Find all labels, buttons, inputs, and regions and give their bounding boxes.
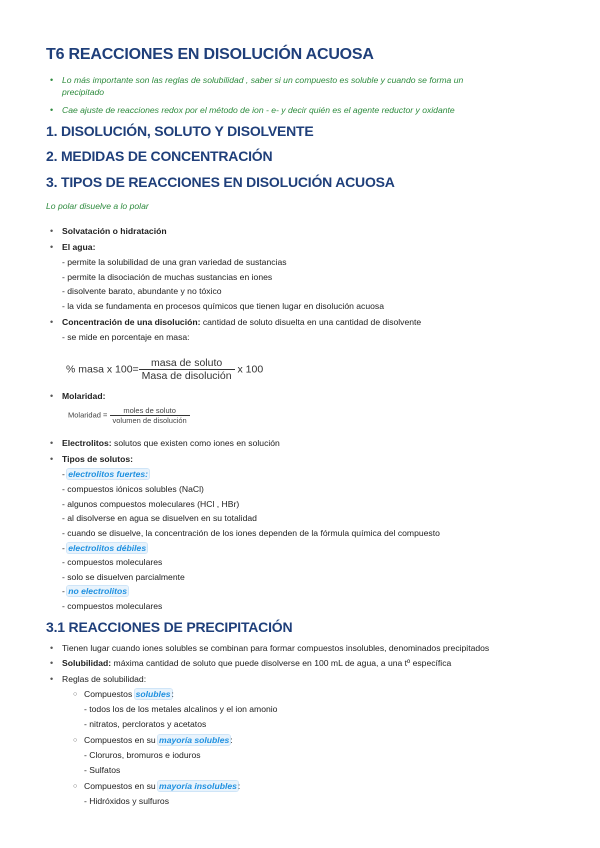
fuertes-dash: -	[62, 469, 68, 479]
debiles-line-1: - compuestos moleculares	[62, 557, 163, 567]
compuestos-mayoria-solubles	[84, 735, 233, 746]
no-electrolitos-line-1: - compuestos moleculares	[62, 601, 163, 611]
mayoria-insolubles-post: :	[237, 781, 241, 791]
agua-line-4: - la vida se fundamenta en procesos químicos que tienen lugar en disolución acuosa	[62, 301, 384, 311]
tipos-item	[62, 454, 133, 465]
mayoria-solubles-line-1: - Cloruros, bromuros e ioduros	[84, 750, 201, 760]
agua-item	[62, 242, 95, 253]
no-electrolitos-line	[62, 586, 128, 597]
fuertes-line-1: - compuestos iónicos solubles (NaCl)	[62, 484, 204, 494]
fuertes-line	[62, 469, 149, 480]
solubilidad-item	[62, 658, 451, 669]
formula-molaridad-fraction	[110, 406, 190, 425]
agua-line-2: - permite la disociación de muchas sustancias en iones	[62, 272, 273, 282]
no-electrolitos-dash: -	[62, 586, 68, 596]
formula-masa-left: % masa x 100=	[66, 363, 139, 376]
formula-masa-num: masa de soluto	[139, 357, 235, 370]
formula-masa	[66, 357, 263, 382]
section-1-heading: 1. DISOLUCIÓN, SOLUTO Y DISOLVENTE	[46, 123, 314, 139]
molaridad-label: Molaridad:	[62, 391, 106, 401]
note-1-cont: precipitado	[62, 87, 105, 97]
solubilidad-label: Solubilidad:	[62, 658, 112, 668]
solubles-line-2: - nitratos, percloratos y acetatos	[84, 719, 207, 729]
mayoria-insolubles-highlight: mayoría insolubles	[159, 781, 237, 791]
mayoria-solubles-highlight: mayoría solubles	[159, 735, 230, 745]
solvatacion-item	[62, 226, 167, 237]
compuestos-mayoria-insolubles	[84, 781, 240, 792]
compuestos-solubles-highlight: solubles	[135, 689, 171, 699]
concentracion-item	[62, 317, 421, 328]
fuertes-line-3: - al disolverse en agua se disuelven en su totalidad	[62, 513, 257, 523]
debiles-line-2: - solo se disuelven parcialmente	[62, 572, 185, 582]
formula-molaridad	[68, 406, 190, 425]
compuestos-solubles-post: :	[171, 689, 174, 699]
mayoria-insolubles-pre: Compuestos en su	[84, 781, 159, 791]
section-3-1-heading: 3.1 REACCIONES DE PRECIPITACIÓN	[46, 619, 293, 635]
solubles-line-1: - todos los de los metales alcalinos y el ion amonio	[84, 704, 278, 714]
electrolitos-text: solutos que existen como iones en solución	[111, 438, 280, 448]
precip-line-1: • Tienen lugar cuando iones solubles se combinan para formar compuestos insolubles, denominados precipitados	[62, 643, 489, 654]
debiles-line	[62, 543, 147, 554]
solubilidad-text: máxima cantidad de soluto que puede disolverse en 100 mL de agua, a una tº específica	[111, 658, 452, 668]
note-1: • Lo más importante son las reglas de solubilidad , saber si un compuesto es soluble y cuando se forma un	[62, 75, 463, 86]
document-title: T6 REACCIONES EN DISOLUCIÓN ACUOSA	[46, 46, 374, 63]
solvatacion-label: Solvatación o hidratación	[62, 226, 167, 236]
formula-molaridad-den: volumen de disolución	[112, 416, 187, 425]
fuertes-highlight: electrolitos fuertes:	[68, 469, 149, 479]
formula-molaridad-num: moles de soluto	[110, 406, 190, 416]
fuertes-line-2: - algunos compuestos moleculares (HCl , HBr)	[62, 499, 240, 509]
note-2: • Cae ajuste de reacciones redox por el método de ion - e- y decir quién es el agente reductor y oxidante	[62, 105, 455, 116]
section-2-heading: 2. MEDIDAS DE CONCENTRACIÓN	[46, 148, 273, 164]
formula-masa-fraction	[139, 357, 235, 382]
mayoria-solubles-post: :	[230, 735, 233, 745]
mayoria-solubles-pre: Compuestos en su	[84, 735, 159, 745]
agua-label: El agua:	[62, 242, 96, 252]
polar-note: Lo polar disuelve a lo polar	[46, 201, 149, 211]
electrolitos-item	[62, 438, 280, 449]
no-electrolitos-highlight: no electrolitos	[68, 586, 127, 596]
reglas-item: • Reglas de solubilidad:	[62, 674, 146, 685]
agua-line-3: - disolvente barato, abundante y no tóxico	[62, 286, 222, 296]
formula-masa-den: Masa de disolución	[141, 370, 232, 382]
electrolitos-label: Electrolitos:	[62, 438, 112, 448]
formula-masa-right: x 100	[234, 363, 264, 376]
concentracion-text: cantidad de soluto disuelta en una cantidad de disolvente	[200, 317, 422, 327]
mayoria-solubles-line-2: - Sulfatos	[84, 765, 121, 775]
molaridad-item	[62, 391, 105, 402]
agua-line-1: - permite la solubilidad de una gran variedad de sustancias	[62, 257, 287, 267]
formula-molaridad-left: Molaridad =	[68, 410, 108, 420]
debiles-dash: -	[62, 543, 68, 553]
concentracion-label: Concentración de una disolución:	[62, 317, 201, 327]
concentracion-sub: - se mide en porcentaje en masa:	[62, 332, 190, 342]
tipos-label: Tipos de solutos:	[62, 454, 133, 464]
compuestos-solubles-pre: Compuestos	[84, 689, 135, 699]
debiles-highlight: electrolitos débiles	[68, 543, 147, 553]
section-3-heading: 3. TIPOS DE REACCIONES EN DISOLUCIÓN ACUOSA	[46, 174, 395, 190]
compuestos-solubles	[84, 689, 174, 700]
fuertes-line-4: - cuando se disuelve, la concentración de los iones dependen de la fórmula química del compuesto	[62, 528, 440, 538]
mayoria-insolubles-line-1: - Hidróxidos y sulfuros	[84, 796, 170, 806]
